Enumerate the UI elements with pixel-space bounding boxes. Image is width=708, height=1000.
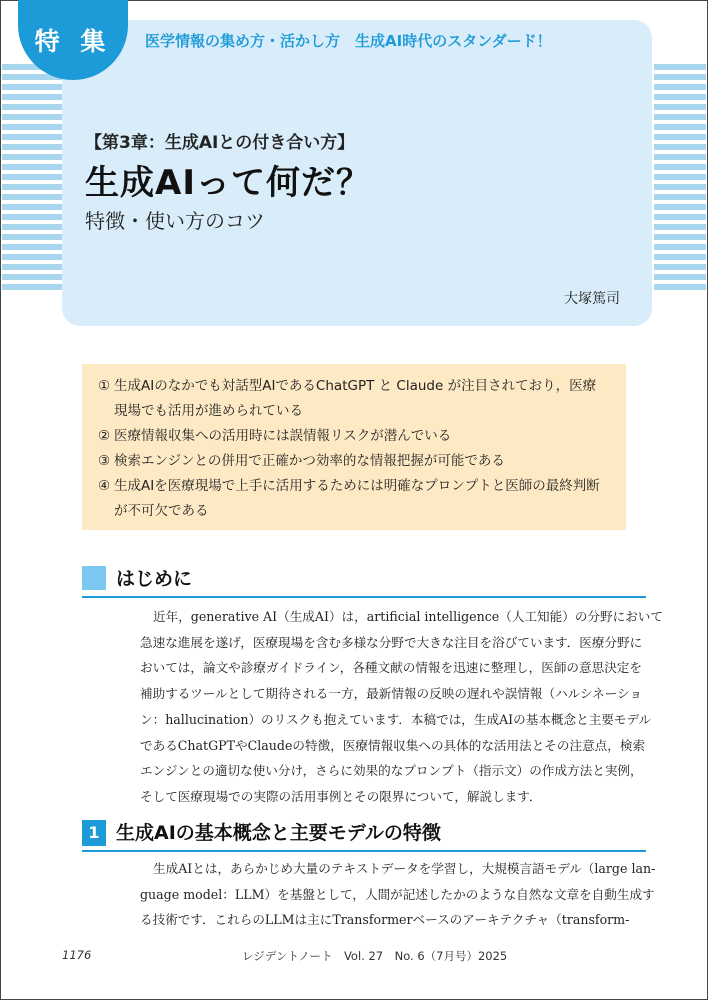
section-heading-text: 生成AIの基本概念と主要モデルの特徴 xyxy=(116,822,441,844)
summary-item-text: 生成AIを医療現場で上手に活用するためには明確なプロンプトと医師の最終判断 xyxy=(114,478,600,494)
introduction-body xyxy=(140,604,663,810)
summary-item-continuation: 現場でも活用が進められている xyxy=(114,403,303,419)
journal-footer: レジデントノート Vol. 27 No. 6（7月号）2025 xyxy=(242,949,508,963)
summary-item-number: ④ xyxy=(98,478,111,494)
section-1-body xyxy=(140,856,656,933)
summary-item xyxy=(98,474,610,524)
article-title: 生成AIって何だ？ xyxy=(85,163,371,203)
body-line: そして医療現場での実際の活用事例とその限界について，解説します． xyxy=(140,788,542,804)
summary-item-text: 生成AIのなかでも対話型AIであるChatGPT と Claude が注目されており，医療 xyxy=(114,378,597,394)
body-line: guage model：LLM）を基盤として，人間が記述したかのような自然な文章を自動生成す xyxy=(140,886,655,902)
summary-item-text: 医療情報収集への活用時には誤情報リスクが潜んでいる xyxy=(114,428,452,444)
summary-box xyxy=(82,364,626,530)
summary-item xyxy=(98,374,610,424)
body-line: る技術です．これらのLLMは主にTransformerベースのアーキテクチャ（transform- xyxy=(140,912,630,928)
summary-item-number: ② xyxy=(98,428,111,444)
body-line: であるChatGPTやClaudeの特徴，医療情報収集への具体的な活用法とその注意点，検索 xyxy=(140,737,646,753)
section-number-marker: 1 xyxy=(82,820,106,846)
summary-item-continuation: が不可欠である xyxy=(114,503,209,519)
section-heading-text: はじめに xyxy=(116,568,193,590)
section-marker-square xyxy=(82,566,106,590)
body-line: 補助するツールとして期待される一方，最新情報の反映の遅れや誤情報（ハルシネーショ xyxy=(140,686,643,702)
chapter-label: 【第3章：生成AIとの付き合い方】 xyxy=(85,133,355,153)
decorative-stripes-left xyxy=(2,64,62,294)
summary-item-number: ③ xyxy=(98,453,111,469)
body-line: おいては，論文や診療ガイドライン，各種文献の情報を迅速に整理し，医師の意思決定を xyxy=(140,660,642,676)
body-line: ン：hallucination）のリスクも抱えています．本稿では，生成AIの基本概念と主要モデル xyxy=(140,711,652,727)
summary-item-number: ① xyxy=(98,378,111,394)
body-line: 近年，generative AI（生成AI）は，artificial intelligence（人工知能）の分野において xyxy=(153,609,663,624)
summary-item xyxy=(98,424,610,449)
feature-badge: 特 集 xyxy=(18,0,128,80)
summary-item-text: 検索エンジンとの併用で正確かつ効率的な情報把握が可能である xyxy=(114,453,505,469)
page-number: 1176 xyxy=(62,948,92,962)
article-subtitle: 特徴・使い方のコツ xyxy=(85,209,265,233)
body-line: 生成AIとは，あらかじめ大量のテキストデータを学習し，大規模言語モデル（large lan- xyxy=(153,861,656,876)
decorative-stripes-right xyxy=(654,64,706,294)
section-heading-1 xyxy=(82,820,646,852)
body-line: 急速な進展を遂げ，医療現場を含む多様な分野で大きな注目を浴びています．医療分野に xyxy=(140,634,643,650)
body-line: エンジンとの適切な使い分け，さらに効果的なプロンプト（指示文）の作成方法と実例， xyxy=(140,763,643,779)
author-name: 大塚篤司 xyxy=(564,291,620,307)
summary-item xyxy=(98,449,610,474)
section-heading-introduction xyxy=(82,566,646,598)
series-title: 医学情報の集め方・活かし方 生成AI時代のスタンダード！ xyxy=(145,32,552,50)
